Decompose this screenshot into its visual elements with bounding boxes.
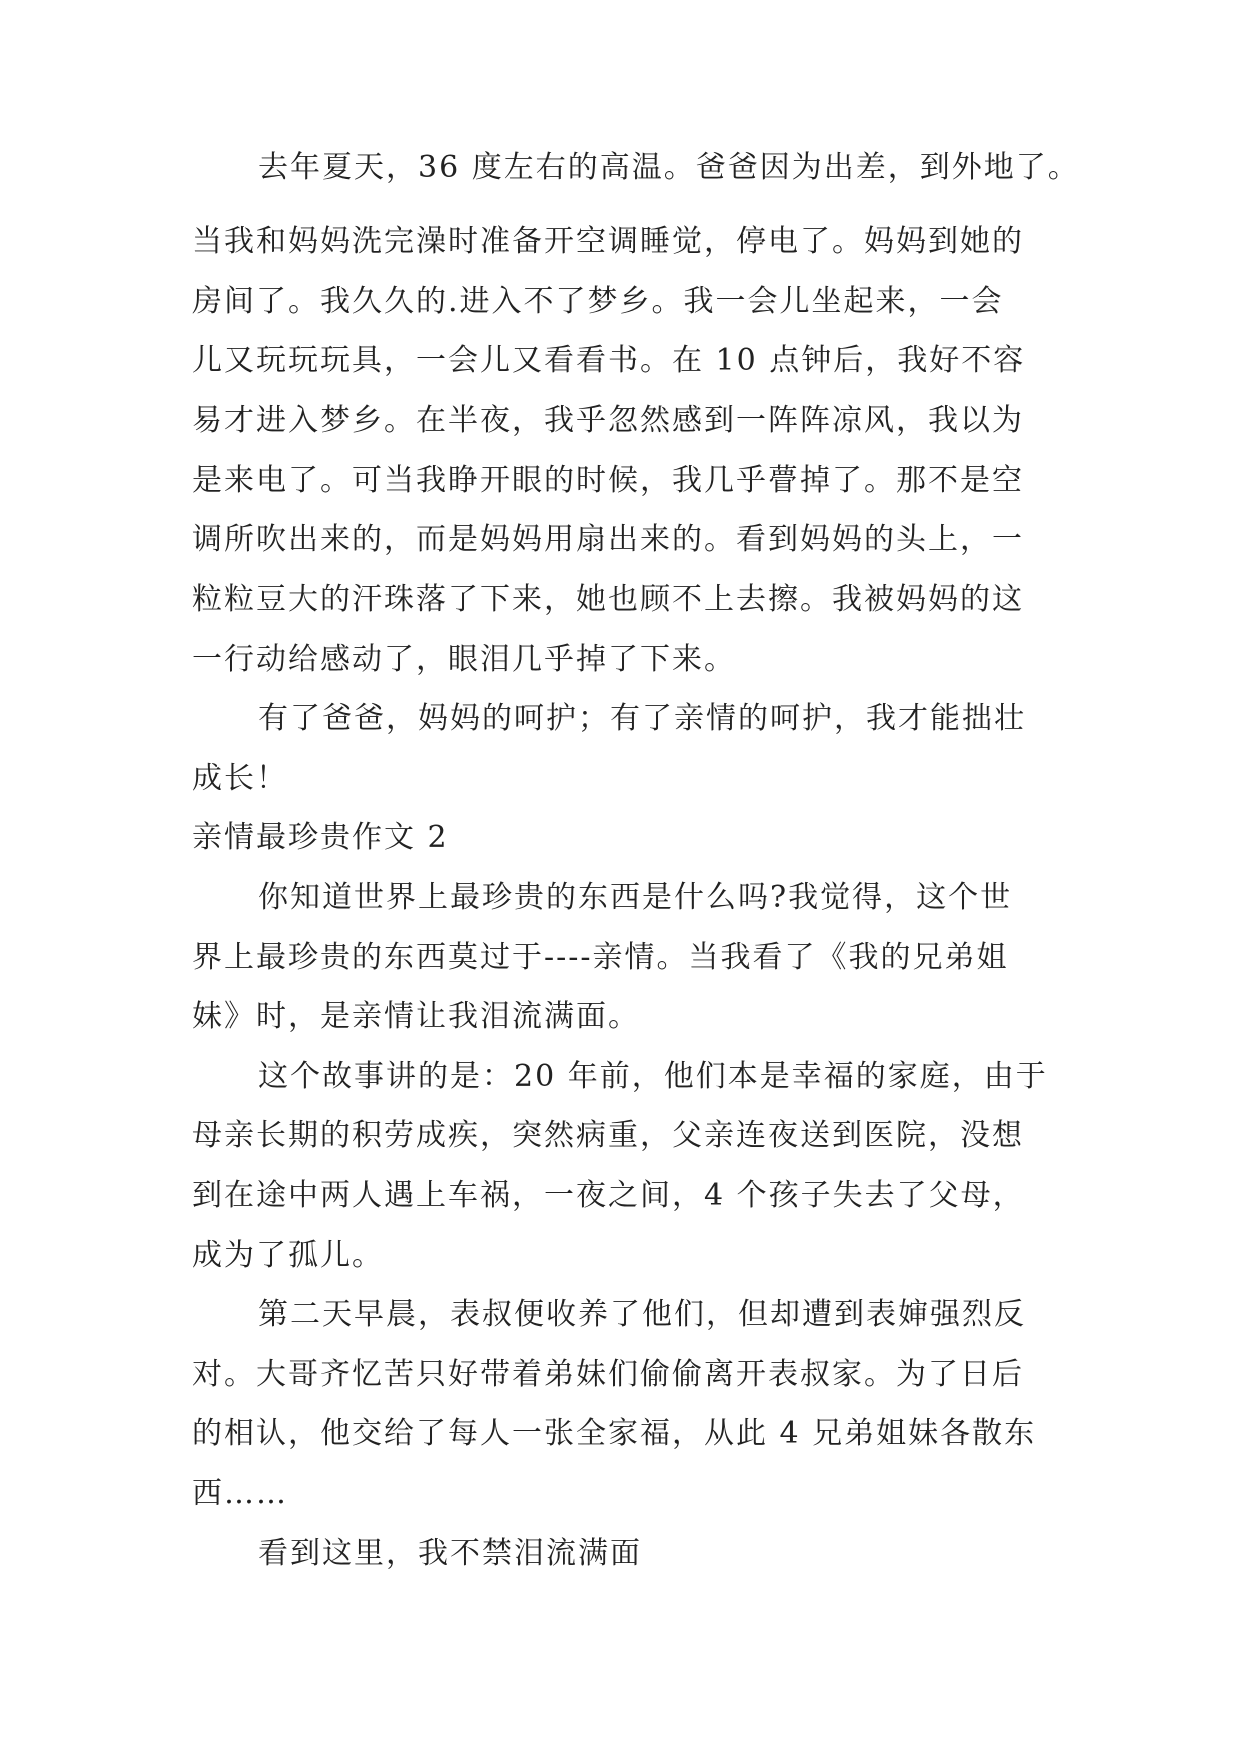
text-line: 儿又玩玩玩具，一会儿又看看书。在 10 点钟后，我好不容 bbox=[192, 343, 1026, 378]
section-heading: 亲情最珍贵作文 2 bbox=[192, 820, 449, 855]
text-line: 是来电了。可当我睁开眼的时候，我几乎瞢掉了。那不是空 bbox=[192, 463, 1024, 498]
text-line: 调所吹出来的，而是妈妈用扇出来的。看到妈妈的头上，一 bbox=[192, 522, 1024, 557]
text-line: 界上最珍贵的东西莫过于----亲情。当我看了《我的兄弟姐 bbox=[192, 940, 1009, 975]
text-line: 这个故事讲的是：20 年前，他们本是幸福的家庭，由于 bbox=[258, 1059, 1048, 1094]
text-line: 到在途中两人遇上车祸，一夜之间，4 个孩子失去了父母， bbox=[192, 1178, 1025, 1213]
text-line: 当我和妈妈洗完澡时准备开空调睡觉，停电了。妈妈到她的 bbox=[192, 224, 1024, 259]
text-line: 的相认，他交给了每人一张全家福，从此 4 兄弟姐妹各散东 bbox=[192, 1416, 1037, 1451]
text-line: 易才进入梦乡。在半夜，我乎忽然感到一阵阵凉风，我以为 bbox=[192, 403, 1024, 438]
text-line: 对。大哥齐忆苦只好带着弟妹们偷偷离开表叔家。为了日后 bbox=[192, 1357, 1024, 1392]
text-line: 你知道世界上最珍贵的东西是什么吗?我觉得，这个世 bbox=[258, 880, 1013, 915]
text-line: 粒粒豆大的汗珠落了下来，她也顾不上去擦。我被妈妈的这 bbox=[192, 582, 1024, 617]
text-line: 一行动给感动了，眼泪几乎掉了下来。 bbox=[192, 642, 736, 677]
text-line: 西…… bbox=[192, 1476, 288, 1511]
text-line: 看到这里，我不禁泪流满面 bbox=[258, 1536, 642, 1571]
text-line: 有了爸爸，妈妈的呵护；有了亲情的呵护，我才能拙壮 bbox=[258, 701, 1026, 736]
text-line: 房间了。我久久的.进入不了梦乡。我一会儿坐起来，一会 bbox=[192, 284, 1004, 319]
text-line: 母亲长期的积劳成疾，突然病重，父亲连夜送到医院，没想 bbox=[192, 1118, 1024, 1153]
text-line: 第二天早晨，表叔便收养了他们，但却遭到表婶强烈反 bbox=[258, 1297, 1026, 1332]
text-line: 成长！ bbox=[192, 761, 288, 796]
text-line: 去年夏天，36 度左右的高温。爸爸因为出差，到外地了。 bbox=[258, 150, 1080, 185]
text-line: 成为了孤儿。 bbox=[192, 1238, 384, 1273]
text-line: 妹》时，是亲情让我泪流满面。 bbox=[192, 999, 640, 1034]
